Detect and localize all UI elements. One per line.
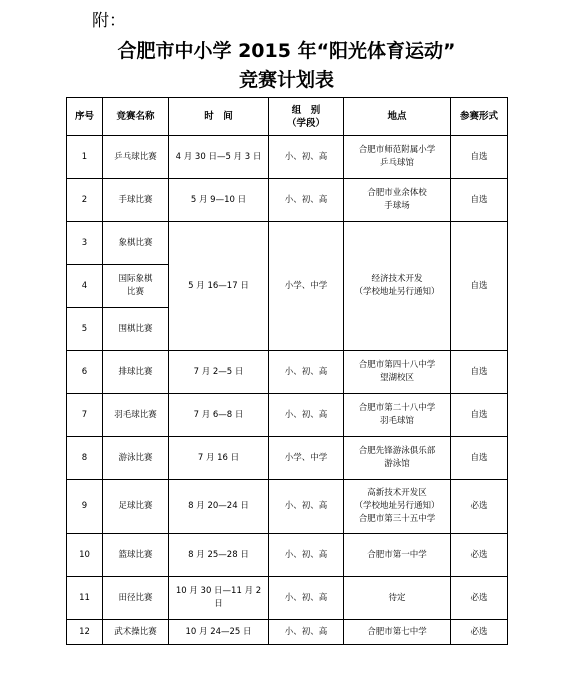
cell-time: 5 月 16—17 日 [169, 222, 269, 351]
cell-group: 小学、中学 [269, 222, 344, 351]
cell-place: 合肥市第一中学 [344, 534, 451, 577]
header-group: 组 别 （学段） [269, 98, 344, 136]
cell-name: 排球比赛 [103, 351, 169, 394]
cell-name: 象棋比赛 [103, 222, 169, 265]
cell-no: 8 [67, 437, 103, 480]
cell-mode: 自选 [451, 179, 508, 222]
cell-mode: 自选 [451, 222, 508, 351]
cell-place: 合肥市第二十八中学 羽毛球馆 [344, 394, 451, 437]
table-row [67, 179, 508, 222]
cell-group: 小、初、高 [269, 394, 344, 437]
cell-name: 乒乓球比赛 [103, 136, 169, 179]
cell-no: 4 [67, 265, 103, 308]
cell-mode: 自选 [451, 394, 508, 437]
cell-group: 小、初、高 [269, 480, 344, 534]
cell-time: 10 月 24—25 日 [169, 620, 269, 645]
cell-mode: 必选 [451, 620, 508, 645]
cell-group: 小、初、高 [269, 351, 344, 394]
cell-place: 合肥市业余体校 手球场 [344, 179, 451, 222]
cell-group: 小学、中学 [269, 437, 344, 480]
cell-place: 待定 [344, 577, 451, 620]
table-row [67, 437, 508, 480]
cell-mode: 自选 [451, 437, 508, 480]
cell-name: 足球比赛 [103, 480, 169, 534]
cell-place: 合肥市师范附属小学 乒乓球馆 [344, 136, 451, 179]
cell-name: 手球比赛 [103, 179, 169, 222]
cell-no: 7 [67, 394, 103, 437]
cell-time: 10 月 30 日—11 月 2 日 [169, 577, 269, 620]
cell-place: 高新技术开发区 （学校地址另行通知） 合肥市第三十五中学 [344, 480, 451, 534]
cell-name: 羽毛球比赛 [103, 394, 169, 437]
cell-place: 合肥市第四十八中学 望湖校区 [344, 351, 451, 394]
table-row [67, 394, 508, 437]
cell-name: 游泳比赛 [103, 437, 169, 480]
table-row [67, 136, 508, 179]
table-row [67, 222, 508, 265]
cell-place: 合肥市第七中学 [344, 620, 451, 645]
cell-no: 10 [67, 534, 103, 577]
cell-no: 12 [67, 620, 103, 645]
cell-group: 小、初、高 [269, 179, 344, 222]
cell-time: 8 月 20—24 日 [169, 480, 269, 534]
cell-name: 篮球比赛 [103, 534, 169, 577]
annex-label: 附： [92, 11, 126, 31]
header-time: 时 间 [169, 98, 269, 136]
cell-name: 田径比赛 [103, 577, 169, 620]
cell-time: 5 月 9—10 日 [169, 179, 269, 222]
cell-time: 8 月 25—28 日 [169, 534, 269, 577]
cell-group: 小、初、高 [269, 136, 344, 179]
document-title: 合肥市中小学 2015 年“阳光体育运动” [117, 40, 456, 62]
cell-no: 1 [67, 136, 103, 179]
table-row [67, 534, 508, 577]
cell-name: 围棋比赛 [103, 308, 169, 351]
header-no: 序号 [67, 98, 103, 136]
cell-group: 小、初、高 [269, 577, 344, 620]
cell-time: 7 月 6—8 日 [169, 394, 269, 437]
cell-group: 小、初、高 [269, 620, 344, 645]
cell-no: 2 [67, 179, 103, 222]
table-row [67, 480, 508, 534]
cell-no: 5 [67, 308, 103, 351]
table-row [67, 577, 508, 620]
cell-place: 合肥先锋游泳俱乐部 游泳馆 [344, 437, 451, 480]
cell-mode: 自选 [451, 351, 508, 394]
cell-no: 6 [67, 351, 103, 394]
cell-name: 武术操比赛 [103, 620, 169, 645]
cell-time: 7 月 16 日 [169, 437, 269, 480]
cell-time: 4 月 30 日—5 月 3 日 [169, 136, 269, 179]
cell-no: 3 [67, 222, 103, 265]
document-subtitle: 竞赛计划表 [238, 69, 334, 91]
table-row [67, 351, 508, 394]
cell-group: 小、初、高 [269, 534, 344, 577]
cell-name: 国际象棋 比赛 [103, 265, 169, 308]
header-place: 地点 [344, 98, 451, 136]
table-row [67, 620, 508, 645]
cell-place: 经济技术开发 （学校地址另行通知） [344, 222, 451, 351]
cell-mode: 必选 [451, 534, 508, 577]
header-row [67, 98, 508, 136]
cell-no: 9 [67, 480, 103, 534]
cell-mode: 必选 [451, 480, 508, 534]
competition-schedule-table [66, 97, 508, 645]
cell-mode: 自选 [451, 136, 508, 179]
header-name: 竞赛名称 [103, 98, 169, 136]
cell-mode: 必选 [451, 577, 508, 620]
cell-no: 11 [67, 577, 103, 620]
cell-time: 7 月 2—5 日 [169, 351, 269, 394]
header-mode: 参赛形式 [451, 98, 508, 136]
